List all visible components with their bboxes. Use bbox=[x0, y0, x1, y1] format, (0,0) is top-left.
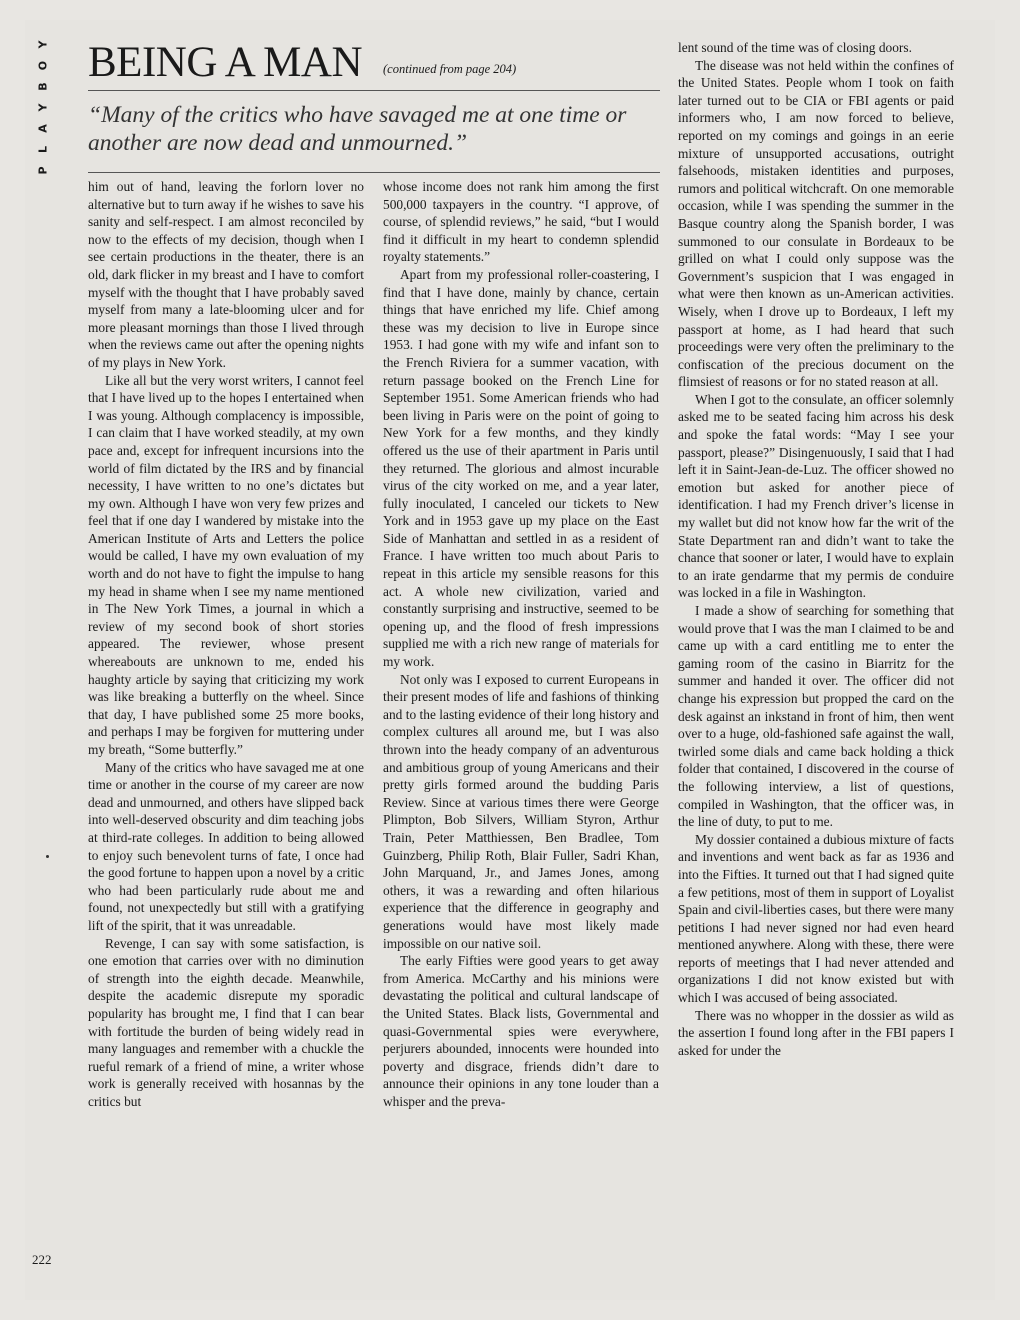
paragraph: lent sound of the time was of closing doors. bbox=[678, 40, 912, 55]
article-title: BEING A MAN bbox=[88, 39, 363, 86]
brand-letter: O bbox=[36, 60, 50, 71]
page-number: 222 bbox=[32, 1252, 52, 1267]
paragraph: There was no whopper in the dossier as wild as the assertion I found long after in the FBI papers I asked for under the bbox=[678, 1007, 954, 1058]
vertical-brand-wordmark bbox=[33, 34, 53, 181]
paragraph: My dossier contained a dubious mixture of facts and inventions and went back as far as 1936 and into the Fifties. It turned out that I had signed quite a few petitions, most of them in support of Loyalist Spain and civil-liberties cases, but there were many petitions I had never signed nor had even heard mentioned anywhere. Along with these, there were reports of meetings that I had never attended and organizations I did not know existed but with which I was accused of being associated. bbox=[678, 831, 954, 1006]
brand-letter: B bbox=[36, 82, 50, 91]
brand-letter: L bbox=[36, 146, 50, 154]
paragraph: When I got to the consulate, an officer solemnly asked me to be seated facing him across his desk and spoke the fatal words: “May I see your passport, please?” Disingenuously, I said that I had left it in Saint-Jean-de-Luz. The officer showed no emotion but asked for another piece of identification. I had my French driver’s license in my wallet but did not know how far the writ of the State Department ran and didn’t want to take the chance that sooner or later, I would have to explain to an irate gendarme that my permis de conduire was locked in a file in Washington. bbox=[678, 391, 954, 601]
bottom-rule bbox=[88, 172, 660, 173]
paragraph: I made a show of searching for something that would prove that I was the man I claimed to be and came up with a card entitling me to enter the gaming room of the casino in Biarritz for the summer and handed it over. The officer did not change his expression but propped the card on the desk against an inkstand in front of him, then went over to a huge, old-fashioned safe against the wall, twirled some dials and came back holding a thick folder that contained, I discovered in the course of the following interview, a list of questions, compiled in Washington, that the officer was, in the line of duty, to put to me. bbox=[678, 603, 954, 830]
paragraph: whose income does not rank him among the first 500,000 taxpayers in the country. “I approve, of course, of splendid reviews,” he said, “but I would find it difficult in my heart to condemn splendid royalty statements.” bbox=[383, 179, 659, 265]
paragraph: Apart from my professional roller-coastering, I find that I have done, mainly by chance, certain things that have enriched my life. Chief among these was my decision to live in Europe since 1953. I had gone with my wife and infant son to the French Riviera for a summer vacation, with return passage booked on the French Line for September 1951. Some American friends who had been living in Paris were on the point of going to New York for a few months, and they kindly offered us the use of their apartment in Paris until they returned. The glorious and almost incurable virus of the city worked on me, and a year later, fully inoculated, I canceled our tickets to New York and in 1953 gave up my place on the East Side of Manhattan and settled in as a resident of France. I have written too much about Paris to repeat in this article my sensible reasons for this act. A whole new civilization, varied and constantly surprising and instructive, seemed to be opening up, and the flood of fresh impressions supplied me with a rich new range of materials for my work. bbox=[383, 266, 659, 670]
paragraph: him out of hand, leaving the forlorn lover no alternative but to turn away if he wishes to save his sanity and self-respect. I am almost reconciled by now to the effects of my decision, though when I see certain productions in the theater, there is an old, dark flicker in my breast and I have to comfort myself with the thought that I have probably saved myself from many a late-blooming ulcer and for more pleasant mornings than those I lived through when the reviews came out after the opening nights of my plays in New York. bbox=[88, 179, 364, 370]
brand-letter: Y bbox=[36, 40, 50, 49]
top-rule bbox=[88, 90, 660, 91]
body-column-2 bbox=[383, 178, 659, 1110]
margin-dot bbox=[46, 855, 49, 858]
paragraph: Revenge, I can say with some satisfaction, is one emotion that carries over with no diminution of strength into the eighth decade. Meanwhile, despite the academic disrepute my sporadic popularity has brought me, I find that I can bear with fortitude the burden of being widely read in many languages and remember with a chuckle the rueful remark of a friend of mine, a writer whose work is generally received with hosannas by the critics but bbox=[88, 935, 364, 1109]
paragraph: Many of the critics who have savaged me at one time or another in the course of my career are now dead and unmourned, and others have slipped back into well-deserved obscurity and dim teaching jobs at third-rate colleges. In addition to being allowed to enjoy such benevolent turns of fate, I once had the good fortune to happen upon a novel by a critic who had been particularly rude about me and found, not unexpectedly but still with a gratifying lift of the spirit, that it was unreadable. bbox=[88, 759, 364, 933]
body-column-1 bbox=[88, 178, 364, 1110]
brand-letter: A bbox=[36, 124, 50, 133]
paragraph: The early Fifties were good years to get away from America. McCarthy and his minions were devastating the political and cultural landscape of the United States. Black lists, Governmental and quasi-Governmental spies were everywhere, perjurers abounded, innocents were hounded into poverty and disgrace, friends didn’t dare to announce their opinions in any tone louder than a whisper and the preva- bbox=[383, 953, 659, 1109]
brand-letter: P bbox=[36, 166, 50, 175]
paragraph: Not only was I exposed to current Europeans in their present modes of life and fashions of thinking and to the lasting evidence of their long history and complex cultures all around me, but I was also thrown into the heady company of an adventurous and ambitious group of young Americans and their pretty girls formed around the budding Paris Review. Since at various times there were George Plimpton, Bob Silvers, William Styron, Arthur Train, Peter Matthiessen, Ben Bradlee, Tom Guinzberg, Philip Roth, Blair Fuller, Sadri Khan, John Marquand, Jr., and James Jones, among others, it was a rewarding and often hilarious experience that the difference in geography and generations would have most likely made impossible on our native soil. bbox=[383, 671, 659, 951]
paragraph: Like all but the very worst writers, I cannot feel that I have lived up to the hopes I entertained when I was young. Although complacency is impossible, I can claim that I have worked steadily, at my own pace and, except for infrequent incursions into the world of film dictated by the IRS and by financial necessity, I have written to no one’s dictates but my own. Although I have won very few prizes and feel that if one day I wandered by mistake into the American Institute of Arts and Letters the police would be called, I have my own evaluation of my worth and do not have to fight the impulse to hang my head in shame when I see my name mentioned in The New York Times, a journal in which a review of my second book of short stories appeared. The reviewer, whose present whereabouts are unknown to me, ended his haughty article by saying that criticizing my work was like breaking a butterfly on the wheel. Since that day, I have published some 25 more books, and perhaps I may be forgiven for muttering under my breath, “Some butterfly.” bbox=[88, 372, 364, 757]
body-column-3 bbox=[678, 39, 954, 1059]
paragraph: The disease was not held within the confines of the United States. People whom I took on faith later turned out to be CIA or FBI agents or paid informers who, I am now forced to believe, reported on my comings and goings in an eerie mixture of unsupported accusations, outright falsehoods, mistaken identities and purposes, rumors and political witchcraft. On one memorable occasion, while I was spending the summer in the Basque country along the Spanish border, I was summoned to our consulate in Bordeaux to be grilled on what I could only suppose was the Government’s suspicion that I was engaged in what were then known as un-American activities. Wisely, when I drove up to Bordeaux, I left my passport at home, as I had heard that such proceedings were very often the preliminary to the confiscation of the precious document on the flimsiest of reasons or for no stated reason at all. bbox=[678, 57, 954, 390]
brand-letter: Y bbox=[36, 103, 50, 112]
continued-note: (continued from page 204) bbox=[383, 62, 517, 76]
pull-quote: “Many of the critics who have savaged me at one time or another are now dead and unmourned.” bbox=[88, 102, 627, 156]
